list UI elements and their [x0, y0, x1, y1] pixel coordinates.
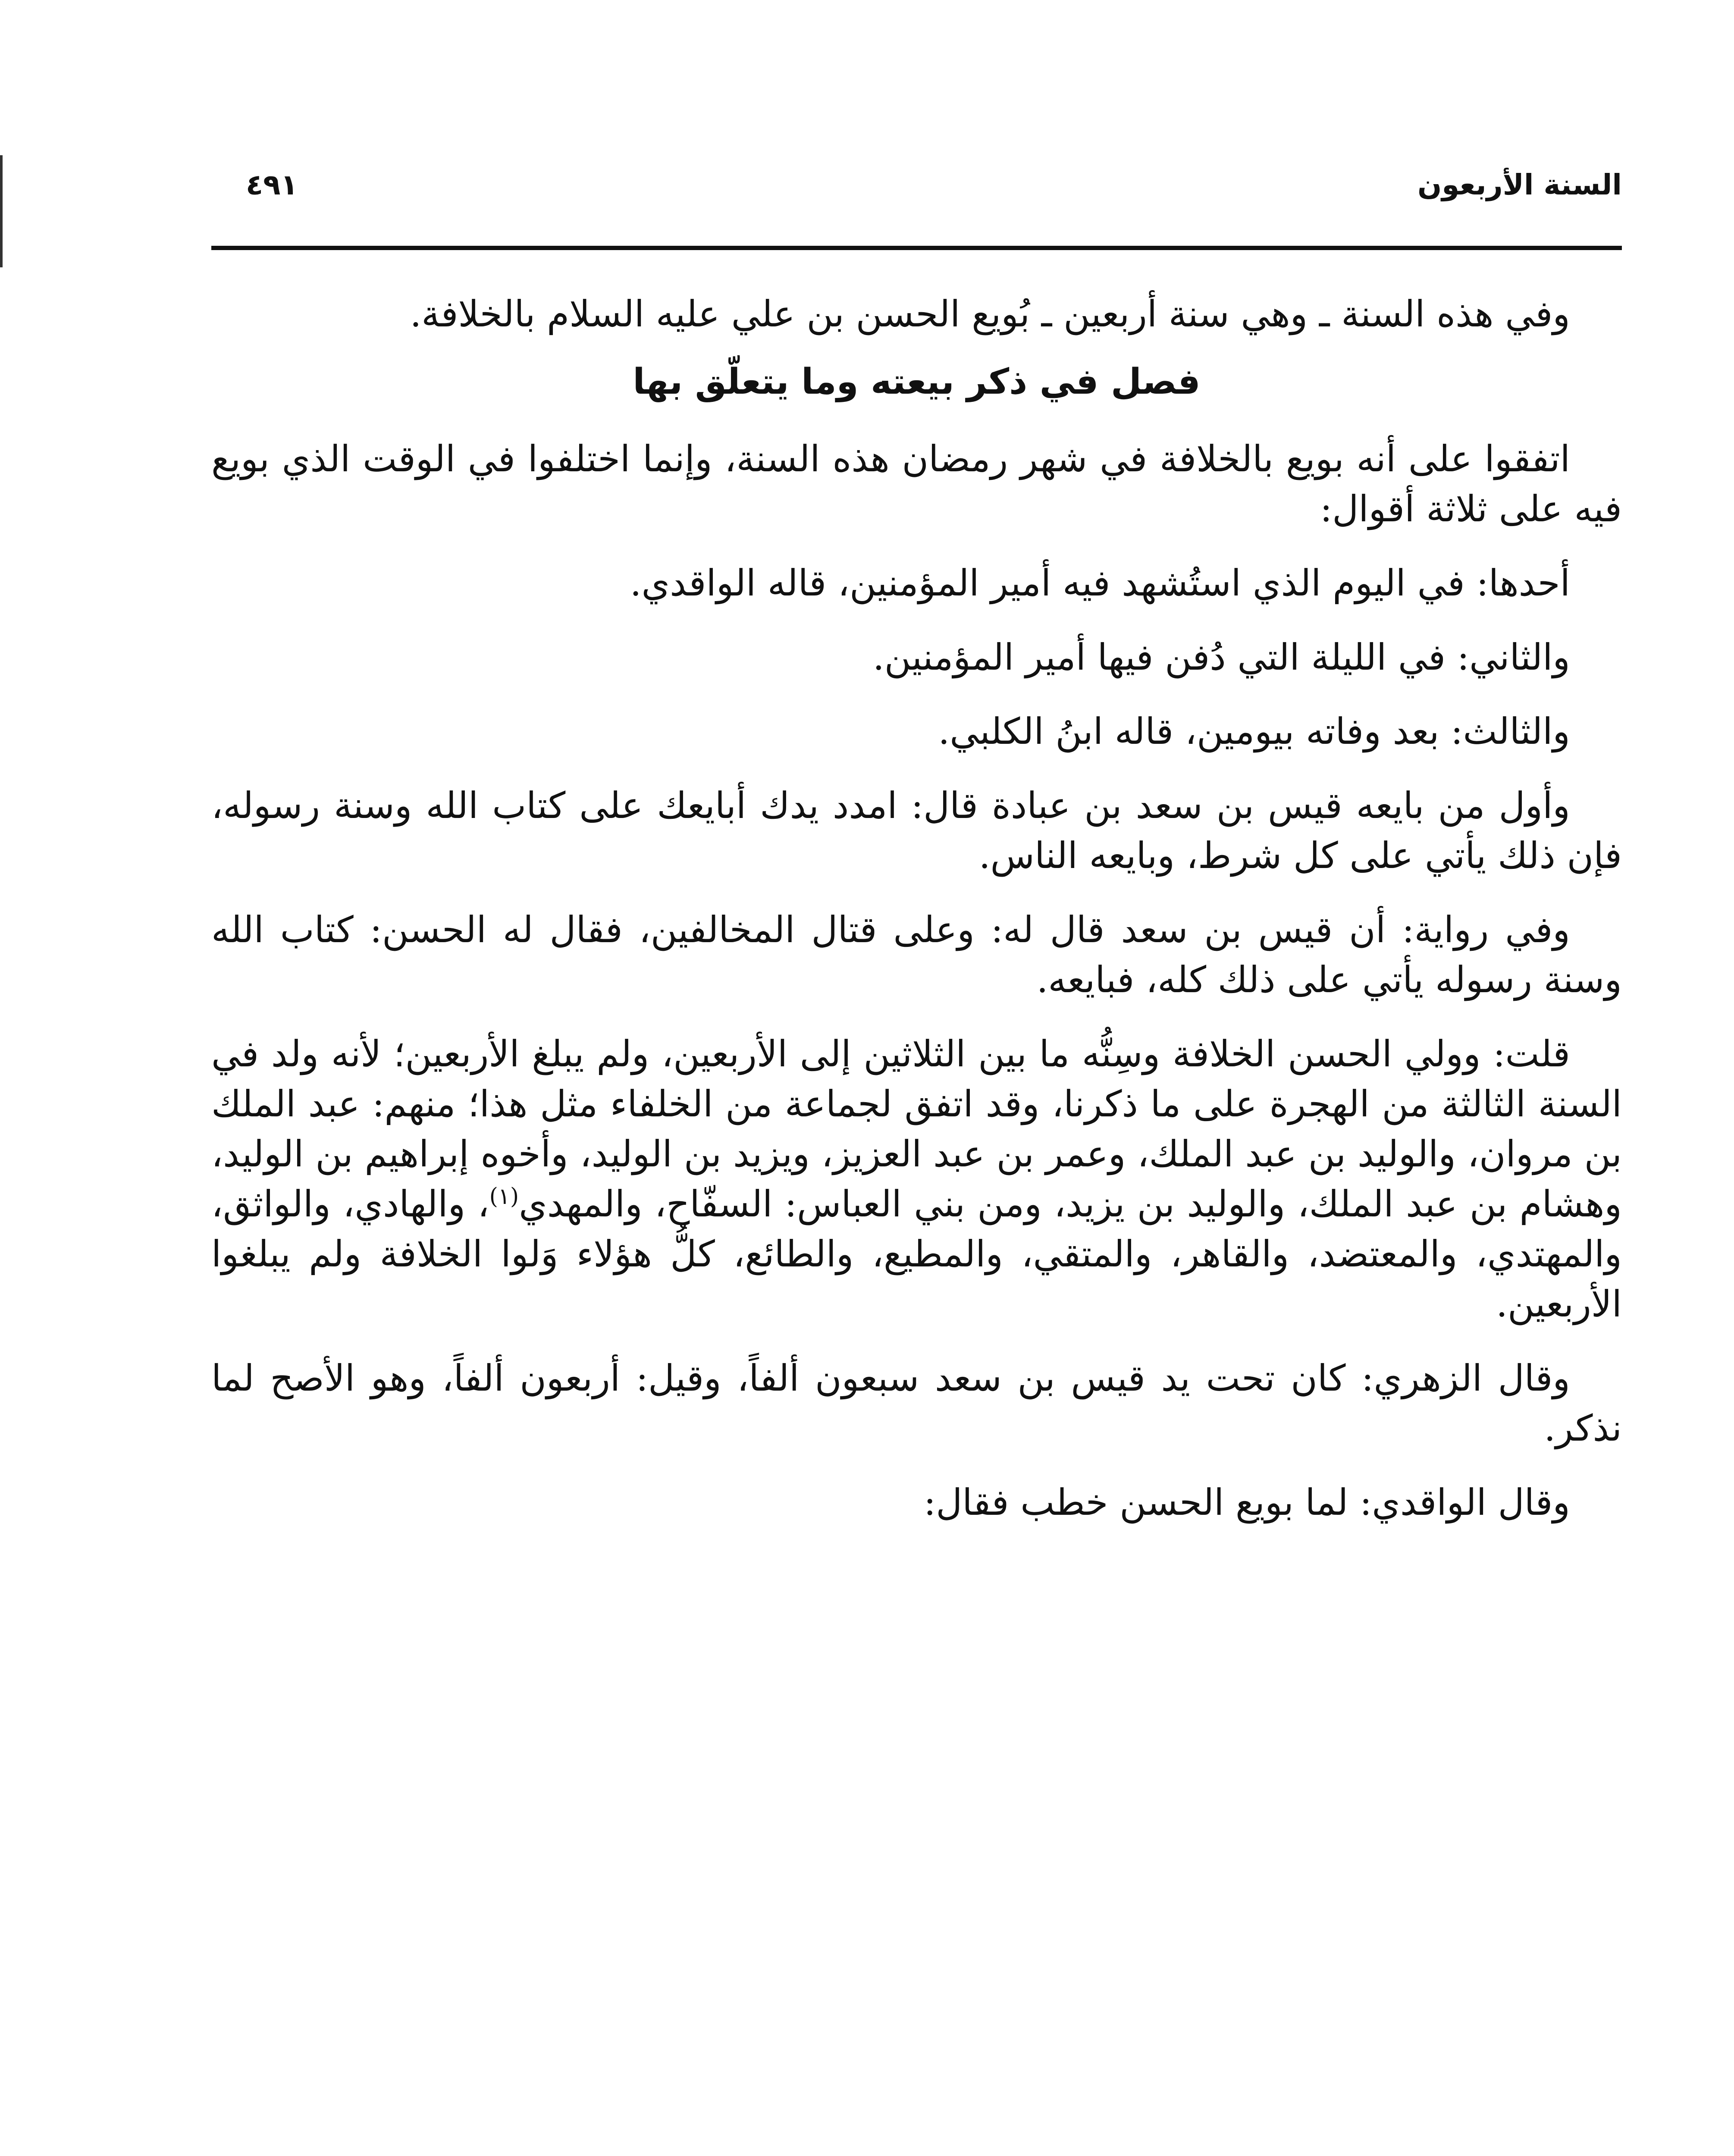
footnote-marker: (١) [489, 1184, 519, 1210]
running-header [211, 160, 1622, 224]
main-text [211, 289, 1622, 1527]
section-heading: فصل في ذكر بيعته وما يتعلّق بها [633, 361, 1201, 402]
paragraph-text: ، والهادي، والواثق، والمهتدي، والمعتضد، والقاهر، والمتقي، والمطيع، والطائع، كلُّ هؤلاء وَلوا الخلافة ولم يبلغوا الأربعين. [211, 1183, 1622, 1325]
page-number: ٤٩١ [246, 168, 298, 201]
paragraph: اتفقوا على أنه بويع بالخلافة في شهر رمضان هذه السنة، وإنما اختلفوا في الوقت الذي بويع فيه على ثلاثة أقوال: [211, 438, 1622, 530]
intro-paragraph: وفي هذه السنة ـ وهي سنة أربعين ـ بُويع الحسن بن علي عليه السلام بالخلافة. [410, 293, 1570, 335]
paragraph: والثالث: بعد وفاته بيومين، قاله ابنُ الكلبي. [938, 710, 1570, 752]
paragraph: وقال الزهري: كان تحت يد قيس بن سعد سبعون ألفاً، وقيل: أربعون ألفاً، وهو الأصح لما نذكر. [211, 1357, 1622, 1449]
paragraph-text: قلت: وولي الحسن الخلافة وسِنُّه ما بين الثلاثين إلى الأربعين، ولم يبلغ الأربعين؛ لأنه ولد في السنة الثالثة من الهجرة على ما ذكرنا، وقد اتفق لجماعة من الخلفاء مثل هذا؛ منهم: عبد الملك بن مروان، والوليد بن عبد الملك، وعمر بن عبد العزيز، ويزيد بن الوليد، وأخوه إبراهيم بن الوليد، وهشام بن عبد الملك، والوليد بن يزيد، ومن بني العباس: السفّاح، والمهدي [211, 1033, 1622, 1225]
paragraph-with-footnote [211, 1029, 1622, 1329]
paragraph: والثاني: في الليلة التي دُفن فيها أمير المؤمنين. [873, 636, 1570, 678]
paragraph: وفي رواية: أن قيس بن سعد قال له: وعلى قتال المخالفين، فقال له الحسن: كتاب الله وسنة رسوله يأتي على ذلك كله، فبايعه. [211, 909, 1622, 1001]
running-title: السنة الأربعون [1417, 168, 1622, 201]
paragraph: وأول من بايعه قيس بن سعد بن عبادة قال: امدد يدك أبايعك على كتاب الله وسنة رسوله، فإن ذلك يأتي على كل شرط، وبايعه الناس. [211, 784, 1622, 877]
binding-edge [0, 155, 3, 267]
paragraph: وقال الواقدي: لما بويع الحسن خطب فقال: [923, 1481, 1570, 1523]
header-rule [211, 246, 1622, 250]
paragraph: أحدها: في اليوم الذي استُشهد فيه أمير المؤمنين، قاله الواقدي. [630, 562, 1570, 604]
